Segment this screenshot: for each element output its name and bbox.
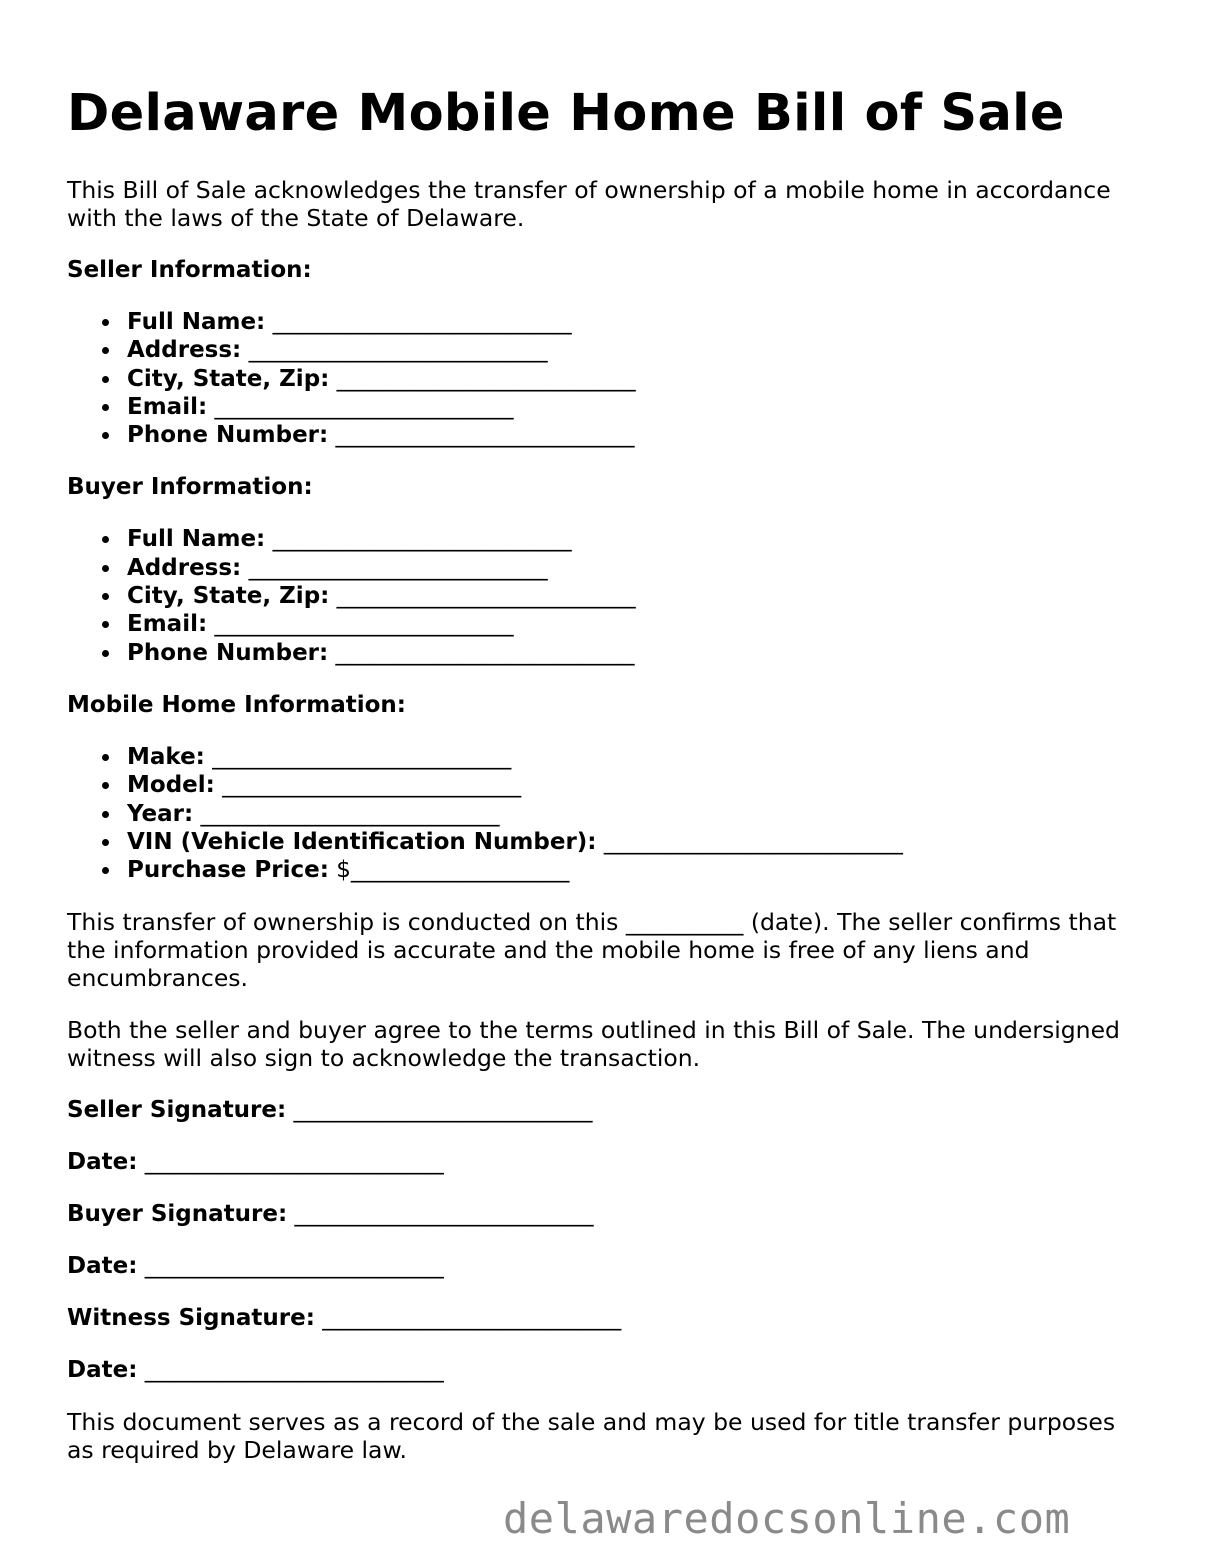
buyer-email-field[interactable]: Email: __________________________ xyxy=(127,610,1147,638)
seller-address-field[interactable]: Address: __________________________ xyxy=(127,336,1147,364)
intro-paragraph: This Bill of Sale acknowledges the transfer of ownership of a mobile home in accordance with the laws of the State of Delaware. xyxy=(67,176,1111,232)
seller-email-field[interactable]: Email: __________________________ xyxy=(127,393,1147,421)
seller-phone-field[interactable]: Phone Number: __________________________ xyxy=(127,421,1147,449)
agreement-paragraph: Both the seller and buyer agree to the terms outlined in this Bill of Sale. The undersigned witness will also sign to acknowledge the transaction. xyxy=(67,1016,1120,1073)
mobile-home-heading: Mobile Home Information: xyxy=(67,691,406,718)
page-title: Delaware Mobile Home Bill of Sale xyxy=(67,84,1065,143)
seller-city-state-zip-field[interactable]: City, State, Zip: __________________________ xyxy=(127,365,1147,393)
home-vin-field[interactable]: VIN (Vehicle Identification Number): __________________________ xyxy=(127,828,1147,856)
home-model-field[interactable]: Model: __________________________ xyxy=(127,771,1147,799)
buyer-full-name-field[interactable]: Full Name: __________________________ xyxy=(127,525,1147,553)
buyer-address-field[interactable]: Address: __________________________ xyxy=(127,554,1147,582)
witness-date-field[interactable]: Date: __________________________ xyxy=(67,1357,444,1384)
witness-signature-field[interactable]: Witness Signature: __________________________ xyxy=(67,1305,622,1332)
home-year-field[interactable]: Year: __________________________ xyxy=(127,800,1147,828)
buyer-fields-list xyxy=(67,525,1147,666)
seller-full-name-field[interactable]: Full Name: __________________________ xyxy=(127,308,1147,336)
buyer-heading: Buyer Information: xyxy=(67,474,313,501)
closing-paragraph: This document serves as a record of the sale and may be used for title transfer purposes as required by Delaware law. xyxy=(67,1408,1116,1465)
home-purchase-price-field[interactable]: Purchase Price: $___________________ xyxy=(127,856,1147,884)
buyer-city-state-zip-field[interactable]: City, State, Zip: __________________________ xyxy=(127,582,1147,610)
home-make-field[interactable]: Make: __________________________ xyxy=(127,743,1147,771)
document-page xyxy=(67,82,1147,1464)
seller-heading: Seller Information: xyxy=(67,257,312,283)
seller-signature-field[interactable]: Seller Signature: __________________________ xyxy=(67,1097,593,1124)
buyer-phone-field[interactable]: Phone Number: __________________________ xyxy=(127,639,1147,667)
buyer-date-field[interactable]: Date: __________________________ xyxy=(67,1253,444,1280)
transfer-paragraph: This transfer of ownership is conducted on this __________ (date). The seller confirms that the information provided is accurate and the mobile home is free of any liens and encumbrances. xyxy=(67,908,1117,993)
seller-date-field[interactable]: Date: __________________________ xyxy=(67,1149,444,1176)
mobile-home-fields-list xyxy=(67,743,1147,884)
site-watermark: delawaredocsonline.com xyxy=(503,1494,1071,1543)
seller-fields-list xyxy=(67,308,1147,449)
buyer-signature-field[interactable]: Buyer Signature: __________________________ xyxy=(67,1201,594,1228)
